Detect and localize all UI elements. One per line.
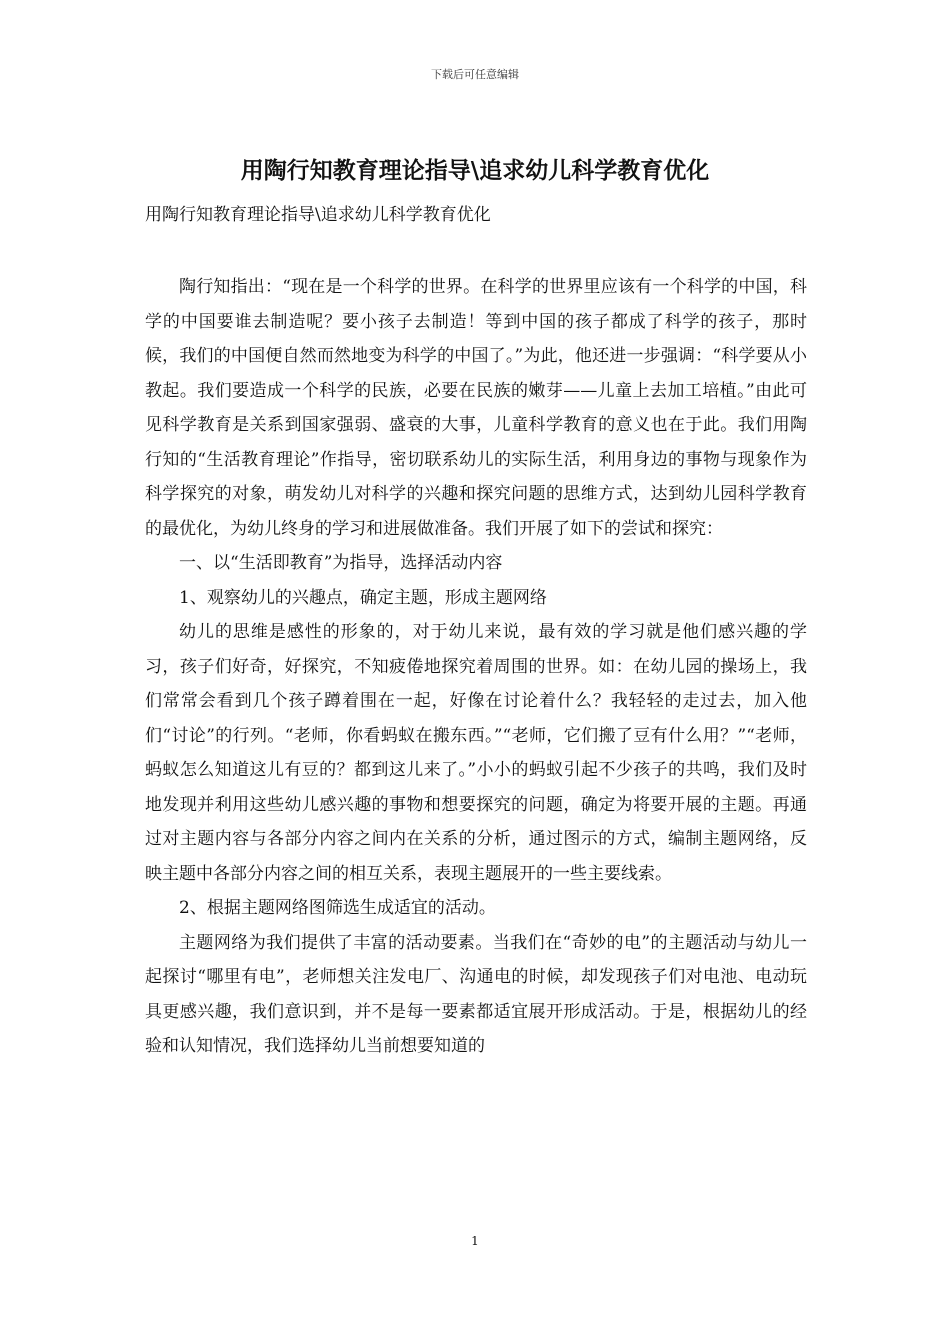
body-paragraph-intro: 陶行知指出：“现在是一个科学的世界。在科学的世界里应该有一个科学的中国，科学的中国要谁去制造呢？要小孩子去制造！等到中国的孩子都成了科学的孩子，那时候，我们的中国便自然而然地变为科学的中国了。”为此，他还进一步强调：“科学要从小教起。我们要造成一个科学的民族，必要在民族的嫩芽——儿童上去加工培植。”由此可见科学教育是关系到国家强弱、盛衰的大事，儿童科学教育的意义也在于此。我们用陶行知的“生活教育理论”作指导，密切联系幼儿的实际生活，利用身边的事物与现象作为科学探究的对象，萌发幼儿对科学的兴趣和探究问题的思维方式，达到幼儿园科学教育的最优化，为幼儿终身的学习和进展做准备。我们开展了如下的尝试和探究：: [145, 277, 807, 539]
document-subtitle: 用陶行知教育理论指导\追求幼儿科学教育优化: [145, 205, 491, 225]
section-heading-1: 一、以“生活即教育”为指导，选择活动内容: [179, 553, 503, 573]
subsection-heading-1: 1、观察幼儿的兴趣点，确定主题，形成主题网络: [179, 587, 547, 608]
subsection-heading-2: 2、根据主题网络图筛选生成适宜的活动。: [179, 898, 496, 918]
page-number: 1: [471, 1234, 479, 1248]
page-header-note: 下载后可任意编辑: [431, 68, 519, 81]
document-body: [145, 270, 807, 1064]
body-paragraph-network: 主题网络为我们提供了丰富的活动要素。当我们在“奇妙的电”的主题活动与幼儿一起探讨“哪里有电”，老师想关注发电厂、沟通电的时候，却发现孩子们对电池、电动玩具更感兴趣，我们意识到，并不是每一要素都适宜展开形成活动。于是，根据幼儿的经验和认知情况，我们选择幼儿当前想要知道的: [145, 932, 807, 1056]
document-title: 用陶行知教育理论指导\追求幼儿科学教育优化: [240, 157, 710, 184]
body-paragraph-interest: 幼儿的思维是感性的形象的，对于幼儿来说，最有效的学习就是他们感兴趣的学习，孩子们好奇，好探究，不知疲倦地探究着周围的世界。如：在幼儿园的操场上，我们常常会看到几个孩子蹲着围在一起，好像在讨论着什么？我轻轻的走过去，加入他们“讨论”的行列。“老师，你看蚂蚁在搬东西。”“老师，它们搬了豆有什么用？”“老师，蚂蚁怎么知道这儿有豆的？都到这儿来了。”小小的蚂蚁引起不少孩子的共鸣，我们及时地发现并利用这些幼儿感兴趣的事物和想要探究的问题，确定为将要开展的主题。再通过对主题内容与各部分内容之间内在关系的分析，通过图示的方式，编制主题网络，反映主题中各部分内容之间的相互关系，表现主题展开的一些主要线索。: [145, 622, 807, 884]
